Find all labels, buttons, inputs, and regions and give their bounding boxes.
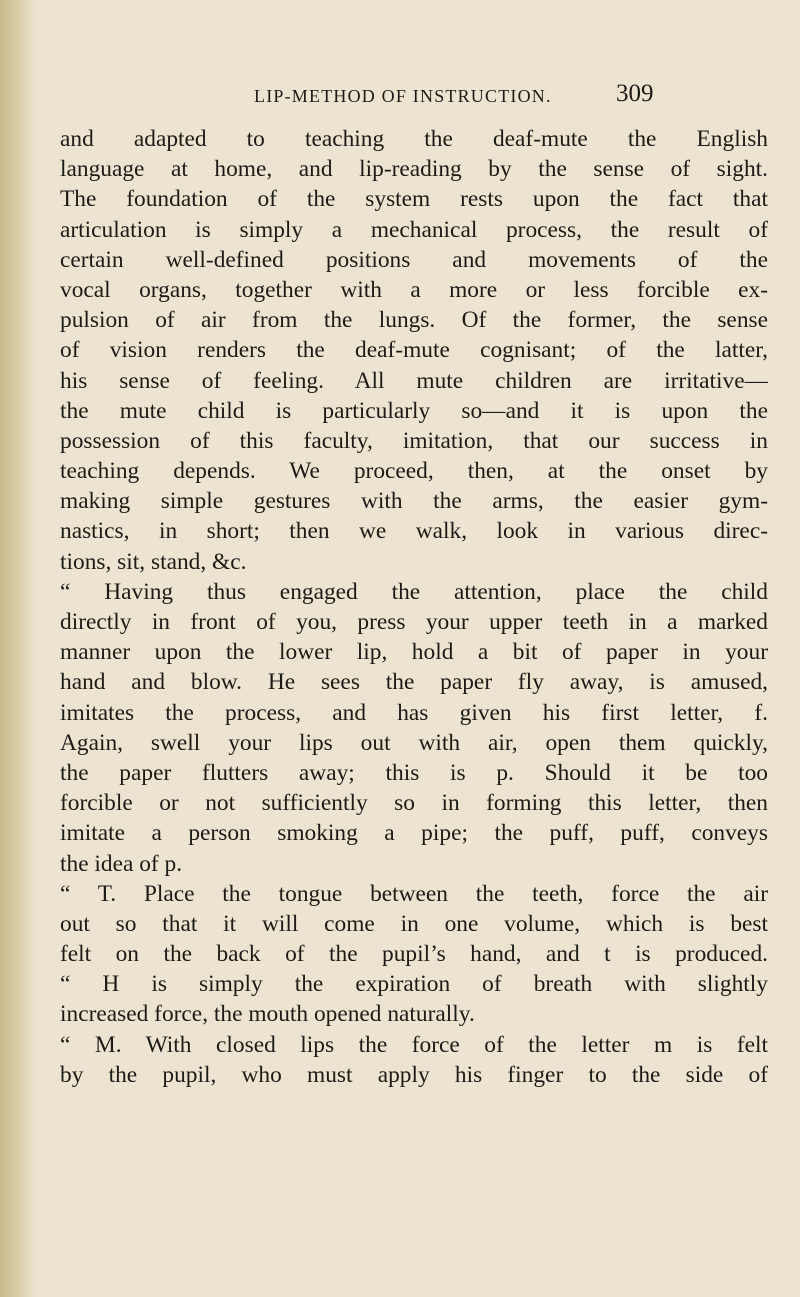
text-line: felt on the back of the pupil’s hand, and t is produced.	[60, 941, 768, 968]
text-line: vocal organs, together with a more or less forcible ex-	[60, 276, 768, 303]
text-line: Again, swell your lips out with air, open them quickly,	[60, 729, 768, 756]
running-head-title: LIP-METHOD OF INSTRUCTION.	[254, 86, 552, 106]
text-line: teaching depends. We proceed, then, at the onset by	[60, 458, 768, 485]
text-line: forcible or not sufficiently so in forming this letter, then	[60, 790, 768, 817]
text-line: pulsion of air from the lungs. Of the former, the sense	[60, 307, 768, 334]
text-line: articulation is simply a mechanical process, the result of	[60, 216, 768, 243]
text-line: The foundation of the system rests upon the fact that	[60, 186, 768, 213]
text-line: out so that it will come in one volume, which is best	[60, 910, 768, 937]
text-line: manner upon the lower lip, hold a bit of paper in your	[60, 639, 768, 666]
text-line: the mute child is particularly so—and it is upon the	[60, 397, 768, 424]
text-line: by the pupil, who must apply his finger to the side of	[60, 1061, 768, 1088]
text-line: “ H is simply the expiration of breath with slightly	[60, 971, 768, 998]
text-line: his sense of feeling. All mute children are irritative—	[60, 367, 768, 394]
text-line: hand and blow. He sees the paper fly away, is amused,	[60, 669, 768, 696]
text-line: the paper flutters away; this is p. Should it be too	[60, 759, 768, 786]
text-line: imitates the process, and has given his first letter, f.	[60, 699, 768, 726]
text-line: language at home, and lip-reading by the sense of sight.	[60, 156, 768, 183]
text-line: increased force, the mouth opened naturally.	[60, 1001, 475, 1028]
text-line: imitate a person smoking a pipe; the puff, puff, conveys	[60, 820, 768, 847]
text-line: making simple gestures with the arms, the easier gym-	[60, 488, 768, 515]
text-line: directly in front of you, press your upper teeth in a marked	[60, 609, 768, 635]
text-line: of vision renders the deaf-mute cognisant; of the latter,	[60, 337, 768, 364]
text-line: the idea of p.	[60, 850, 183, 877]
text-line: “ M. With closed lips the force of the letter m is felt	[60, 1031, 768, 1058]
text-line: tions, sit, stand, &c.	[60, 548, 247, 575]
text-line: “ Having thus engaged the attention, place the child	[60, 578, 768, 605]
body-text	[60, 124, 768, 1090]
text-line: “ T. Place the tongue between the teeth, force the air	[60, 880, 768, 907]
text-line: certain well-defined positions and movements of the	[60, 246, 768, 273]
text-line: possession of this faculty, imitation, that our success in	[60, 427, 768, 454]
running-head	[240, 80, 660, 112]
page-number: 309	[616, 80, 654, 107]
text-line: and adapted to teaching the deaf-mute the English	[60, 126, 768, 152]
text-line: nastics, in short; then we walk, look in various direc-	[60, 518, 768, 545]
